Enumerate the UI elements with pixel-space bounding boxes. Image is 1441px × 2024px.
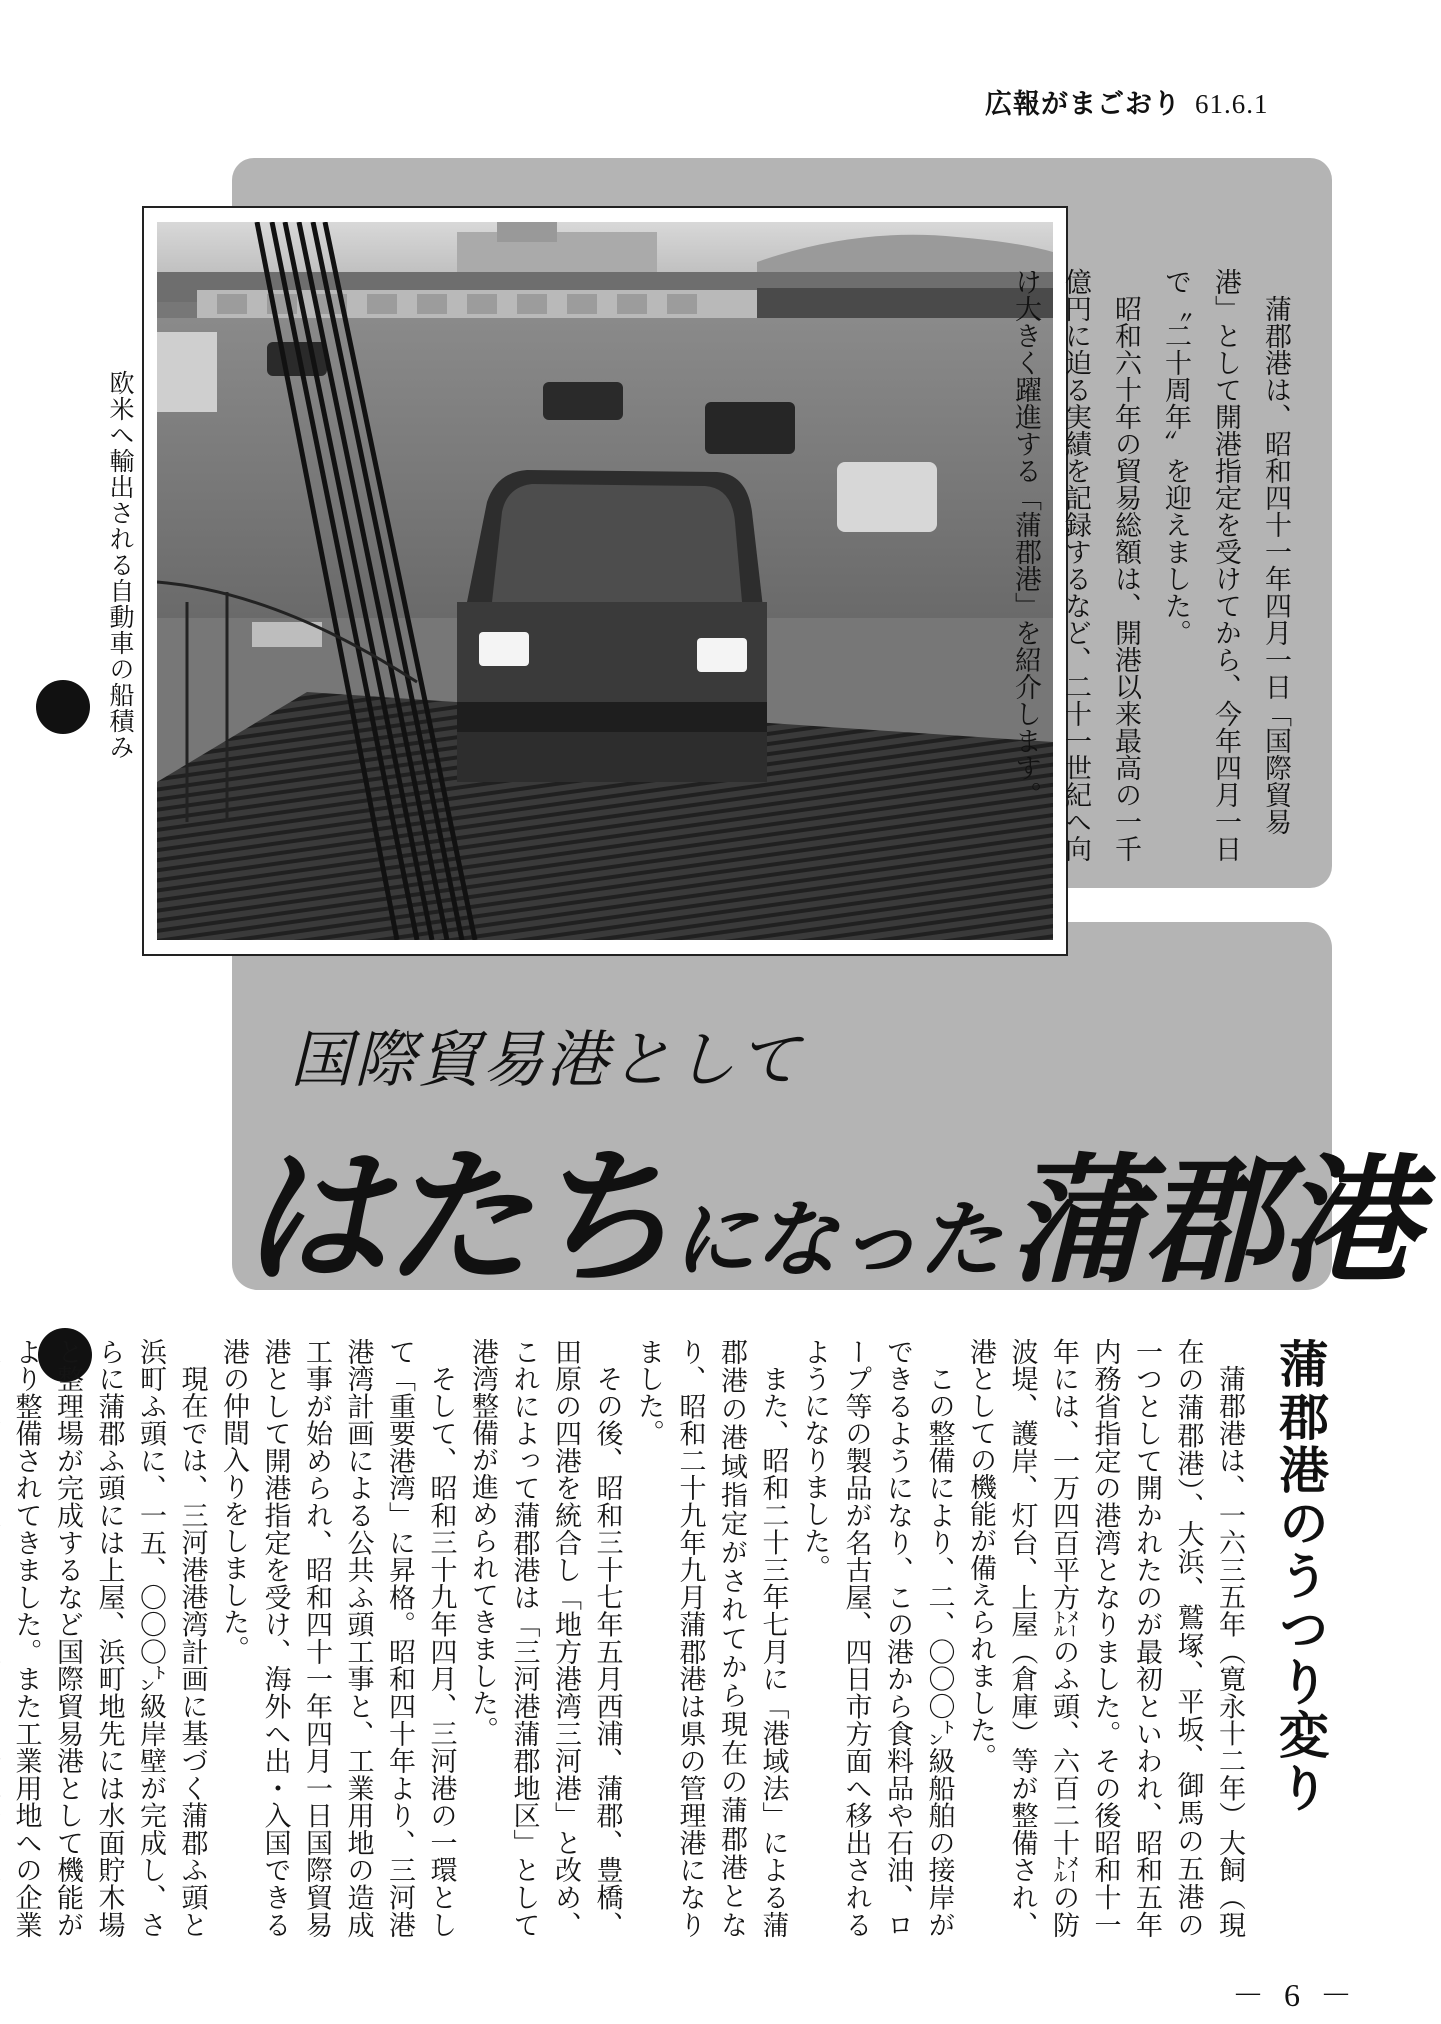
photo-frame: [142, 206, 1068, 956]
body-paragraph: この整備により、二、〇〇〇㌧級船舶の接岸ができるようになり、この港から食料品や石油、ロープ等の製品が名古屋、四日市方面へ移出されるようになりました。: [799, 1338, 955, 1938]
intro-paragraph: 昭和六十年の貿易総額は、開港以来最高の一千億円に迫る実績を記録するなど、二十一世紀へ向け大きく躍進する「蒲郡港」を紹介します。: [1010, 268, 1141, 862]
page-header: [985, 82, 1315, 122]
photo-caption: 欧米へ輸出される自動車の船積み: [106, 370, 135, 760]
intro-paragraph: 蒲郡港は、昭和四十一年四月一日「国際貿易港」として開港指定を受けてから、今年四月一日で〝二十周年〟を迎えました。: [1160, 268, 1291, 862]
section-heading: 蒲郡港のうつり変り: [1271, 1338, 1329, 1815]
article-body: [10, 1338, 1250, 1938]
page-number: － 6 －: [1232, 1977, 1359, 2013]
article-subtitle: 国際貿易港として: [290, 1023, 803, 1096]
title-part-gamagoriko: 蒲郡港: [1008, 1141, 1417, 1302]
photo-illustration: [157, 222, 1053, 940]
body-paragraph: そして、昭和三十九年四月、三河港の一環として「重要港湾」に昇格。昭和四十年より、三河港港湾計画による公共ふ頭工事と、工業用地の造成工事が始められ、昭和四十一年四月一日国際貿易港として開港指定を受け、海外へ出・入国できる港の仲間入りをしました。: [218, 1338, 457, 1938]
body-paragraph: 現在では、三河港港湾計画に基づく蒲郡ふ頭と浜町ふ頭に、一五、〇〇〇㌧級岸壁が完成し、さらに蒲郡ふ頭には上屋、浜町地先には水面貯木場と整理場が完成するなど国際貿易港として機能がより整備されてきました。また工業用地への企業: [10, 1338, 208, 1938]
issue-date: 61.6.1: [1195, 89, 1269, 119]
title-part-hatachi: はたち: [240, 1132, 672, 1304]
article-title: [240, 1100, 1417, 1312]
title-part-ninatta: になった: [672, 1191, 1001, 1289]
intro-text: [1010, 268, 1300, 868]
body-paragraph: また、昭和二十三年七月に「港域法」による蒲郡港の港域指定がされてから現在の蒲郡港となり、昭和二十九年九月蒲郡港は県の管理港になりました。: [633, 1338, 789, 1938]
body-paragraph: 蒲郡港は、一六三五年（寛永十二年）大飼（現在の蒲郡港）、大浜、鷲塚、平坂、御馬の五港の一つとして開かれたのが最初といわれ、昭和五年内務省指定の港湾となりました。その後昭和十一年には、一万四百平方㍍のふ頭、六百二十㍍の防波堤、護岸、灯台、上屋（倉庫）等が整備され、港としての機能が備えられました。: [965, 1338, 1245, 1938]
bullet-dot: [36, 680, 90, 734]
car-loading-photo: [157, 222, 1053, 940]
body-paragraph: その後、昭和三十七年五月西浦、蒲郡、豊橋、田原の四港を統合し「地方港湾三河港」と改め、これによって蒲郡港は「三河港蒲郡地区」として港湾整備が進められてきました。: [467, 1338, 623, 1938]
publication-name: 広報がまごおり: [985, 89, 1181, 120]
